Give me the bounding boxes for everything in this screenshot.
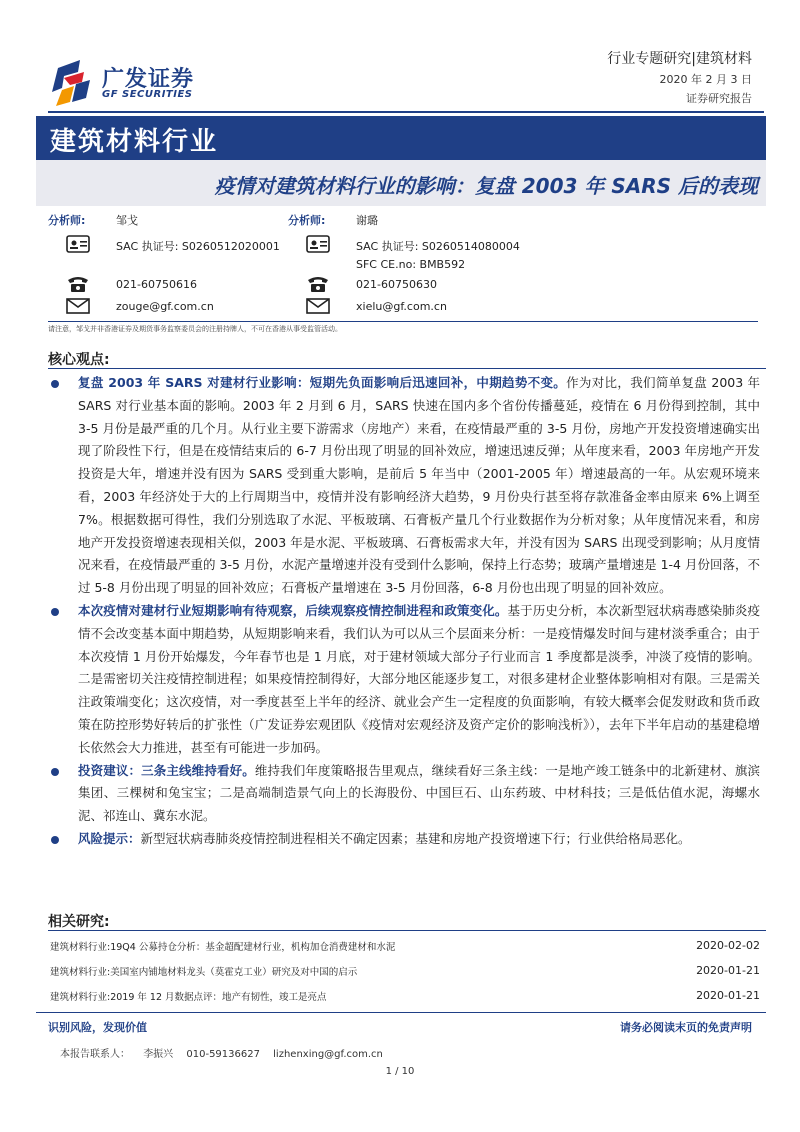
related-item[interactable] bbox=[48, 984, 760, 1009]
bullet-item bbox=[48, 372, 760, 600]
related-title[interactable]: 建筑材料行业:2019 年 12 月数据点评：地产有韧性，竣工是亮点 bbox=[50, 992, 327, 1003]
related-title[interactable]: 建筑材料行业:19Q4 公募持仓分析：基金超配建材行业，机构加仓消费建材和水泥 bbox=[50, 942, 396, 953]
bullet-text: 新型冠状病毒肺炎疫情控制进程相关不确定因素；基建和房地产投资增速下行；行业供给格局恶化。 bbox=[140, 830, 691, 846]
analyst-name: 谢璐 bbox=[356, 214, 378, 227]
gf-logo-icon bbox=[50, 58, 98, 108]
phone-icon bbox=[66, 274, 90, 294]
analyst-sfc: SFC CE.no: BMB592 bbox=[356, 258, 466, 271]
contact-label: 本报告联系人： bbox=[60, 1049, 130, 1060]
analyst-disclaimer: 请注意，邹戈并非香港证券及期货事务监察委员会的注册持牌人，不可在香港从事受监管活动。 bbox=[48, 321, 758, 334]
related-item[interactable] bbox=[48, 934, 760, 959]
bullet-text: 维持我们年度策略报告里观点，继续看好三条主线：一是地产竣工链条中的北新建材、旗滨集团、三棵树和兔宝宝；二是高端制造景气向上的长海股份、中国巨石、山东药玻、中材科技；三是低估值水泥，海螺水泥、祁连山、冀东水泥。 bbox=[78, 762, 760, 824]
related-date: 2020-01-21 bbox=[696, 989, 760, 1002]
footer-divider bbox=[36, 1012, 766, 1013]
bullet-text: 作为对比，我们简单复盘 2003 年 SARS 对行业基本面的影响。2003 年 2 月到 6 月，SARS 快速在国内多个省份传播蔓延，疫情在 6 月份得到控制，其中 3-5 月份是最严重的几个月。从行业主要下游需求（房地产）来看，在疫情最严重的 3-5 月份，房地产开发投资增速确实出现了阶段性下行，但是在疫情结束后的 6-7 月份出现了明显的回补效应，增速迅速反弹；从年度来看，2003 年房地产开发投资是大年，增速并没有因为 SARS 受到重大影响，是前后 5 年当中（2001-2005 年）增速最高的一年。从宏观环境来看，2003 年经济处于大的上行周期当中，疫情并没有影响经济大趋势，9 月份央行甚至将存款准备金率由原来 6%上调至 7%。根据数据可得性，我们分别选取了水泥、平板玻璃、石膏板产量几个行业数据作为分析对象；从年度情况来看，和房地产开发投资增速表现相关似，2003 年是水泥、平板玻璃、石膏板需求大年，并没有因为 SARS 出现受到影响；从月度情况来看，在疫情最严重的 3-5 月份，水泥产量增速并没有受到什么影响，保持上行态势；玻璃产量增速是 1-4 月份回落，不过 5-8 月份出现了明显的回补效应；石膏板产量增速在 3-5 月份回落，6-8 月份也出现了明显的回补效应。 bbox=[78, 375, 760, 596]
report-date: 2020 年 2 月 3 日 bbox=[659, 73, 752, 86]
logo-text-cn: 广发证券 bbox=[102, 67, 195, 92]
analyst-sac-row bbox=[48, 234, 288, 256]
related-item[interactable] bbox=[48, 959, 760, 984]
bullet-dot-icon bbox=[51, 768, 59, 776]
report-kind: 证券研究报告 bbox=[686, 92, 752, 105]
contact-phone: 010-59136627 bbox=[186, 1049, 260, 1060]
related-date: 2020-01-21 bbox=[696, 964, 760, 977]
analyst-sac: SAC 执证号: S0260514080004 bbox=[356, 240, 520, 253]
bullet-lead: 本次疫情对建材行业短期影响有待观察，后续观察疫情控制进程和政策变化。 bbox=[78, 602, 508, 618]
header-divider bbox=[48, 111, 764, 113]
analyst-sfc-row bbox=[288, 254, 528, 276]
bullet-item bbox=[48, 760, 760, 828]
related-heading-divider bbox=[48, 930, 766, 931]
analyst-card bbox=[48, 212, 288, 317]
analyst-phone-row bbox=[288, 274, 528, 296]
footer-disclaimer-note: 请务必阅读末页的免责声明 bbox=[620, 1021, 752, 1034]
bullet-text: 基于历史分析，本次新型冠状病毒感染肺炎疫情不会改变基本面中期趋势，从短期影响来看，我们认为可以从三个层面来分析：一是疫情爆发时间与建材淡季重合；由于本次疫情 1 月份开始爆发，今年春节也是 1 月底，对于建材领域大部分子行业而言 1 季度都是淡季，冲淡了疫情的影响。二是需密切关注疫情控制进程；如果疫情控制得好，大部分地区能逐步复工，对很多建材企业整体影响相对有限。三是需关注政策端变化；这次疫情，对一季度甚至上半年的经济、就业会产生一定程度的负面影响，有较大概率会促发财政和货币政策在防控形势好转后的扩张性（广发证券宏观团队《疫情对宏观经济及资产定价的影响浅析》），去年下半年启动的基建稳增长依然会大力推进，甚至有可能进一步加码。 bbox=[78, 602, 760, 755]
related-date: 2020-02-02 bbox=[696, 939, 760, 952]
analyst-email-row bbox=[48, 296, 288, 318]
footer-slogan: 识别风险，发现价值 bbox=[48, 1021, 147, 1034]
logo-text-en: GF SECURITIES bbox=[102, 89, 193, 100]
analyst-label: 分析师: bbox=[48, 214, 86, 227]
id-card-icon bbox=[66, 234, 90, 254]
core-heading-divider bbox=[48, 368, 766, 369]
core-bullets bbox=[48, 372, 760, 851]
analyst-sac-row bbox=[288, 234, 528, 256]
contact-name: 李振兴 bbox=[143, 1049, 174, 1060]
bullet-lead: 复盘 2003 年 SARS 对建材行业影响：短期先负面影响后迅速回补，中期趋势不变。 bbox=[78, 375, 567, 390]
envelope-icon bbox=[66, 296, 90, 316]
analyst-card bbox=[288, 212, 528, 317]
core-heading: 核心观点: bbox=[48, 352, 110, 368]
id-card-icon bbox=[306, 234, 330, 254]
bullet-item bbox=[48, 828, 760, 851]
page-number: 1 / 10 bbox=[385, 1066, 415, 1077]
bullet-dot-icon bbox=[51, 836, 59, 844]
phone-icon bbox=[306, 274, 330, 294]
bullet-dot-icon bbox=[51, 380, 59, 388]
analyst-label: 分析师: bbox=[288, 214, 326, 227]
analyst-email-row bbox=[288, 296, 528, 318]
envelope-icon bbox=[306, 296, 330, 316]
analyst-phone-row bbox=[48, 274, 288, 296]
related-heading: 相关研究: bbox=[48, 914, 110, 930]
analyst-name: 邹戈 bbox=[116, 214, 138, 227]
analyst-phone: 021-60750616 bbox=[116, 278, 197, 291]
company-logo bbox=[50, 58, 210, 108]
related-title[interactable]: 建筑材料行业:美国室内铺地材料龙头（莫霍克工业）研究及对中国的启示 bbox=[50, 967, 358, 978]
industry-title: 建筑材料行业 bbox=[50, 127, 219, 157]
analyst-email[interactable]: zouge@gf.com.cn bbox=[116, 300, 214, 313]
bullet-dot-icon bbox=[51, 608, 59, 616]
bullet-lead: 投资建议：三条主线维持看好。 bbox=[78, 762, 255, 778]
report-contact bbox=[60, 1045, 393, 1060]
report-type: 行业专题研究|建筑材料 bbox=[607, 51, 752, 67]
bullet-lead: 风险提示： bbox=[78, 830, 141, 846]
contact-email[interactable]: lizhenxing@gf.com.cn bbox=[273, 1049, 383, 1060]
analyst-phone: 021-60750630 bbox=[356, 278, 437, 291]
bullet-item bbox=[48, 600, 760, 760]
analyst-sac: SAC 执证号: S0260512020001 bbox=[116, 240, 280, 253]
analyst-email[interactable]: xielu@gf.com.cn bbox=[356, 300, 447, 313]
related-list bbox=[48, 934, 760, 1009]
report-title: 疫情对建筑材料行业的影响：复盘 2003 年 SARS 后的表现 bbox=[214, 174, 758, 198]
